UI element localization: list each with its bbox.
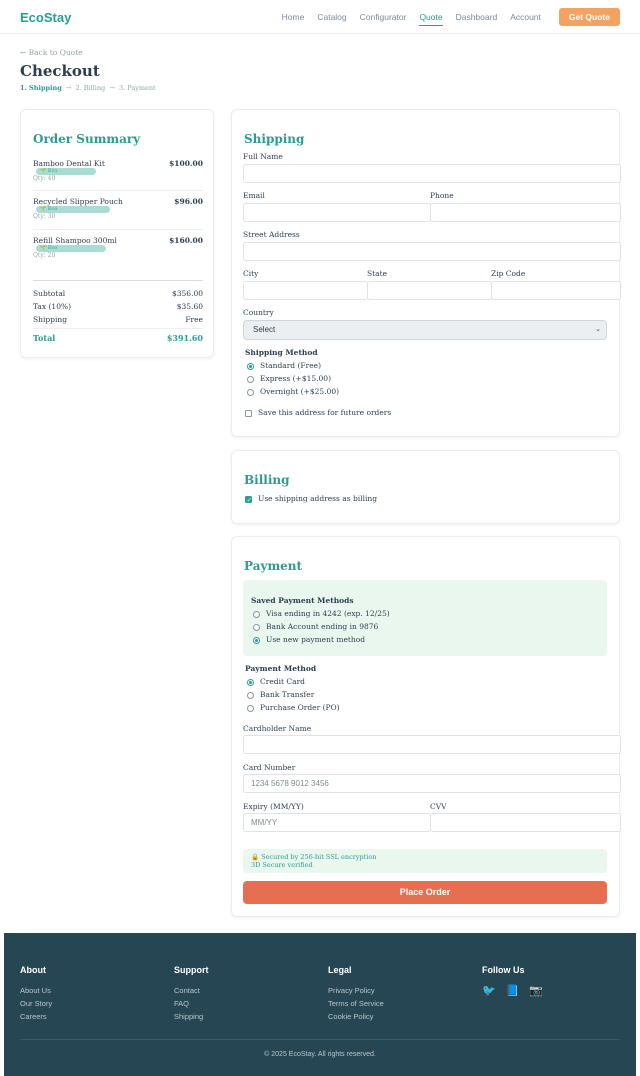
checkbox[interactable] [245,410,252,417]
step-shipping: 1. Shipping [20,84,62,92]
card-number-input[interactable]: 1234 5678 9012 3456 [243,774,621,793]
instagram-icon[interactable]: 📷 [529,984,544,997]
checkout-steps [20,84,156,92]
footer-link[interactable]: Careers [20,1012,47,1021]
place-order-button[interactable]: Place Order [243,881,607,904]
expiry-input[interactable]: MM/YY [243,813,431,832]
order-item [33,197,203,220]
chevron-down-icon: ⌄ [595,326,601,333]
total-value: $391.60 [166,333,203,343]
subtotal-row [33,289,203,298]
step-arrow: → [65,84,72,92]
3d-secure-text: 3D Secure verified [251,861,313,869]
radio[interactable] [253,624,260,631]
radio[interactable] [247,389,254,396]
payment-method-title: Payment Method [245,664,317,673]
security-notice [243,849,607,873]
option-label: Use new payment method [266,635,366,644]
top-navbar [0,0,640,34]
option-label: Express (+$15.00) [260,374,331,383]
checkbox-label: Save this address for future orders [258,408,392,417]
state-label: State [367,269,388,278]
street-label: Street Address [243,230,300,239]
saved-visa-option[interactable] [251,609,390,619]
saved-bank-option[interactable] [251,622,378,632]
social-icons [482,984,543,997]
phone-label: Phone [430,191,454,200]
order-summary-card [20,109,214,358]
order-item-name: Bamboo Dental Kit [33,159,105,168]
radio-selected[interactable] [253,637,260,644]
shipping-row [33,315,203,324]
radio[interactable] [247,376,254,383]
footer-link[interactable]: Our Story [20,999,53,1008]
saved-methods-title: Saved Payment Methods [251,596,354,605]
nav-dashboard[interactable]: Dashboard [455,12,498,22]
footer-link[interactable]: Cookie Policy [328,1012,374,1021]
order-item-price: $100.00 [169,159,203,168]
zip-label: Zip Code [491,269,526,278]
step-arrow: → [109,84,115,92]
tax-label: Tax (10%) [33,302,72,311]
option-label: Bank Account ending in 9876 [266,622,379,631]
phone-input[interactable] [430,203,621,222]
footer-legal-title: Legal [328,965,352,975]
footer-link[interactable]: Privacy Policy [328,986,375,995]
total-row [33,333,203,343]
option-label: Standard (Free) [260,361,322,370]
copyright: © 2025 EcoStay. All rights reserved. [264,1051,376,1058]
order-item-qty: Qty: 40 [33,175,56,182]
radio-selected[interactable] [247,679,254,686]
footer-link[interactable]: FAQ [174,999,190,1008]
footer-about-title: About [20,965,46,975]
footer-legal [328,965,384,1023]
new-payment-option[interactable] [251,635,365,645]
eco-badge: 🌱 Eco [36,206,110,213]
city-label: City [243,269,259,278]
get-quote-button[interactable]: Get Quote [559,8,620,26]
card-number-label: Card Number [243,763,296,772]
subtotal-label: Subtotal [33,289,66,298]
nav-catalog[interactable]: Catalog [317,12,347,22]
payment-title: Payment [244,559,303,573]
ssl-text: 🔒 Secured by 256-bit SSL encryption [251,853,377,861]
footer [4,933,636,1076]
footer-follow-title: Follow Us [482,965,525,975]
option-label: Visa ending in 4242 (exp. 12/25) [266,609,390,618]
divider [33,229,203,230]
cardholder-label: Cardholder Name [243,724,312,733]
payment-purchase-order[interactable] [245,703,340,713]
footer-support [174,965,209,1023]
nav-quote[interactable]: Quote [419,9,442,26]
logo[interactable]: EcoStay [20,10,72,25]
footer-follow [482,965,543,997]
footer-support-title: Support [174,965,209,975]
payment-bank-transfer[interactable] [245,690,314,700]
order-item-qty: Qty: 30 [33,213,56,220]
shipping-value: Free [185,315,203,324]
save-address-checkbox[interactable] [243,408,391,418]
tax-value: $35.60 [176,302,203,311]
step-payment: 3. Payment [118,84,156,92]
state-input[interactable] [367,281,492,300]
option-label: Overnight (+$25.00) [260,387,340,396]
order-item-price: $96.00 [174,197,203,206]
footer-divider [20,1039,620,1040]
main-nav [269,8,620,26]
country-label: Country [243,308,274,317]
step-billing: 2. Billing [75,84,106,92]
divider [33,328,203,329]
country-select[interactable] [243,320,607,340]
footer-link[interactable]: Contact [174,986,200,995]
subtotal-value: $356.00 [171,289,203,298]
footer-link[interactable]: About Us [20,986,51,995]
checkbox-checked[interactable] [245,496,252,503]
page-title: Checkout [20,62,100,80]
full-name-input[interactable] [243,164,621,183]
order-item [33,236,203,259]
radio[interactable] [253,611,260,618]
footer-about [20,965,52,1023]
order-item [33,159,203,182]
order-item-qty: Qty: 20 [33,252,56,259]
email-label: Email [243,191,265,200]
street-input[interactable] [243,242,621,261]
radio[interactable] [247,705,254,712]
city-input[interactable] [243,281,368,300]
checkbox-label: Use shipping address as billing [258,494,377,503]
twitter-icon[interactable]: 🐦 [482,984,496,997]
option-label: Bank Transfer [260,690,315,699]
nav-account[interactable]: Account [510,12,541,22]
radio[interactable] [247,692,254,699]
zip-input[interactable] [491,281,621,300]
billing-title: Billing [244,473,290,487]
total-label: Total [33,333,56,343]
shipping-label: Shipping [33,315,67,324]
order-item-price: $160.00 [169,236,203,245]
same-as-shipping-checkbox[interactable] [243,494,377,504]
footer-link[interactable]: Shipping [174,1012,204,1021]
order-item-name: Refill Shampoo 300ml [33,236,117,245]
option-label: Purchase Order (PO) [260,703,340,712]
divider [33,280,203,281]
cvv-input[interactable] [430,813,621,832]
cardholder-input[interactable] [243,735,621,754]
shipping-method-standard[interactable] [245,361,321,371]
payment-credit-card[interactable] [245,677,305,687]
expiry-label: Expiry (MM/YY) [243,802,304,811]
cvv-label: CVV [430,802,447,811]
billing-card [231,450,620,524]
divider [33,190,203,191]
order-item-name: Recycled Slipper Pouch [33,197,123,206]
radio-selected[interactable] [247,363,254,370]
back-to-quote-link[interactable]: ← Back to Quote [20,48,83,57]
facebook-icon[interactable]: 📘 [505,984,520,997]
shipping-method-title: Shipping Method [245,348,318,357]
nav-configurator[interactable]: Configurator [359,12,407,22]
nav-home[interactable]: Home [281,12,305,22]
shipping-title: Shipping [244,132,305,146]
country-select-value: Select [253,325,276,334]
eco-badge: 🌱 Eco [36,168,96,175]
tax-row [33,302,203,311]
full-name-label: Full Name [243,152,283,161]
footer-link[interactable]: Terms of Service [328,999,384,1008]
shipping-method-overnight[interactable] [245,387,339,397]
order-summary-title: Order Summary [33,132,141,146]
email-input[interactable] [243,203,431,222]
eco-badge: 🌱 Eco [36,245,106,252]
option-label: Credit Card [260,677,305,686]
shipping-method-express[interactable] [245,374,331,384]
